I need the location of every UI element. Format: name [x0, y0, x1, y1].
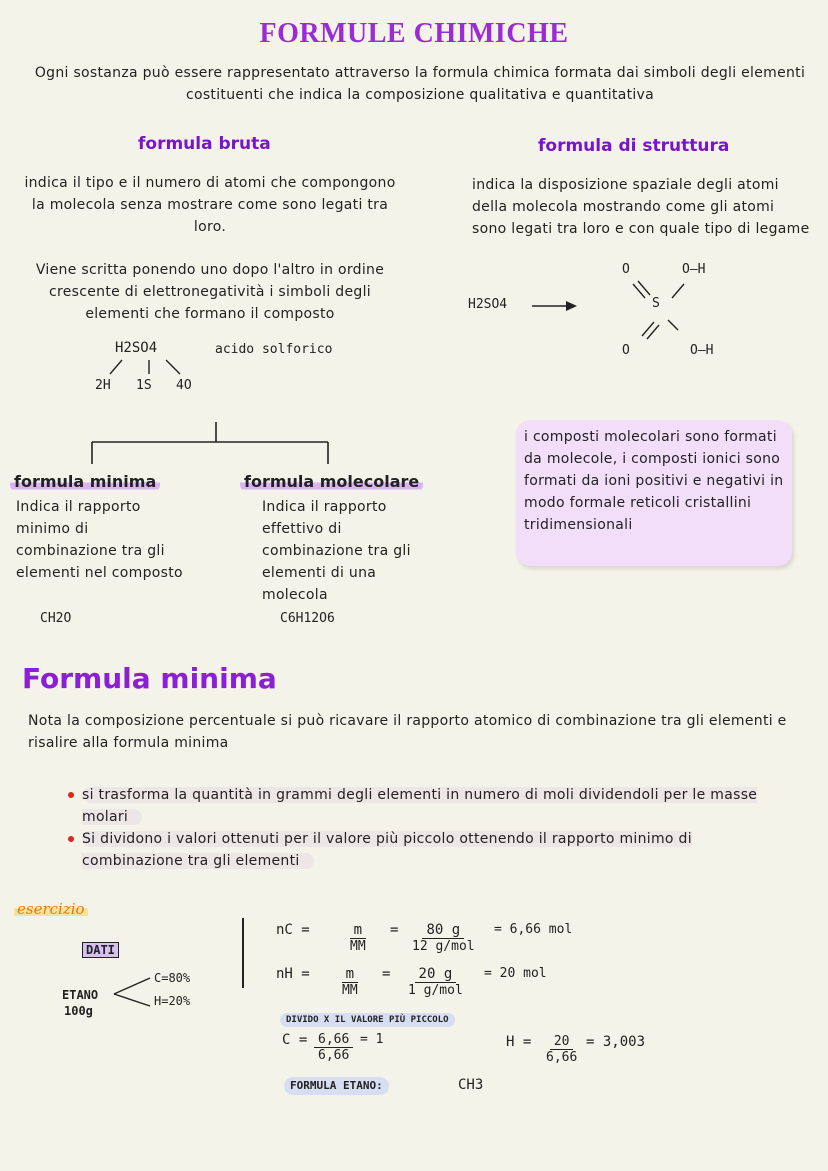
nc-label: nC = — [276, 922, 310, 938]
bruta-heading: formula bruta — [138, 134, 271, 154]
note-text: i composti molecolari sono formati da molecole, i composti ionici sono formati da ioni positivi e negativi in modo formale reticoli cristallini tridimensionali — [524, 429, 784, 533]
h-ratio-num: 20 — [550, 1034, 574, 1050]
struct-atom-o-bottom: O — [622, 343, 630, 358]
bruta-rule: Viene scritta ponendo uno dopo l'altro in ordine crescente di elettronegatività i simboli degli elementi che formano il composto — [35, 262, 385, 322]
minima-description: Indica il rapporto minimo di combinazione tra gli elementi nel composto — [16, 499, 183, 581]
hydrogen-percent: H=20% — [154, 994, 191, 1008]
branch-lines — [110, 972, 154, 1012]
c-ratio-label: C = — [282, 1032, 308, 1048]
nh-fraction-m — [338, 966, 362, 998]
h-ratio-fraction — [542, 1034, 581, 1065]
list-item — [68, 828, 768, 872]
tree-connector — [80, 418, 340, 470]
nh-num: 20 g — [415, 966, 457, 983]
list-item — [68, 784, 768, 828]
molecolare-description: Indica il rapporto effettivo di combinazione tra gli elementi di una molecola — [262, 499, 411, 603]
nc-m: m — [350, 922, 366, 939]
divider — [242, 918, 244, 988]
bruta-part-h: 2H — [95, 378, 111, 393]
formula-etano-result: CH3 — [458, 1077, 484, 1093]
nc-fraction-m — [346, 922, 370, 954]
nc-num: 80 g — [422, 922, 464, 939]
struttura-description: indica la disposizione spaziale degli atomi della molecola mostrando come gli atomi sono legati tra loro e con quale tipo di legame — [472, 177, 810, 237]
nh-fraction-values — [404, 966, 467, 998]
nh-eq: = — [382, 966, 391, 982]
nh-den: 1 g/mol — [408, 983, 463, 998]
bruta-formula: H2SO4 — [115, 340, 158, 356]
molecolare-formula: C6H12O6 — [280, 611, 335, 626]
nh-mm: MM — [342, 983, 358, 998]
struttura-heading: formula di struttura — [538, 136, 730, 156]
struct-atom-s: S — [652, 296, 660, 311]
esercizio-label: esercizio — [14, 900, 88, 918]
bruta-part-o: 4O — [176, 378, 192, 393]
intro-text: Ogni sostanza può essere rappresentato attraverso la formula chimica formata dai simboli degli elementi costituenti che indica la composizione qualitativa e quantitativa — [34, 65, 806, 103]
bruta-breakdown-lines — [100, 356, 200, 380]
section-intro: Nota la composizione percentuale si può ricavare il rapporto atomico di combinazione tra gli elementi e risalire alla formula minima — [28, 713, 787, 751]
bruta-part-s: 1S — [136, 378, 152, 393]
page-title: FORMULE CHIMICHE — [259, 18, 569, 49]
section-heading-formula-minima: Formula minima — [22, 662, 277, 695]
c-ratio-result: = 1 — [360, 1032, 384, 1047]
dati-label: DATI — [82, 942, 119, 958]
etano-mass: 100g — [64, 1004, 93, 1018]
h-ratio-label: H = — [506, 1034, 532, 1050]
arrow-icon — [530, 296, 580, 316]
struct-atom-oh-bottom: O—H — [690, 343, 714, 358]
nc-den: 12 g/mol — [412, 939, 475, 954]
etano-label: ETANO — [62, 988, 99, 1002]
struct-atom-oh-top: O—H — [682, 262, 706, 277]
nh-m: m — [342, 966, 358, 983]
molecolare-heading: formula molecolare — [240, 472, 423, 491]
nc-eq: = — [390, 922, 399, 938]
step-text-1: si trasforma la quantità in grammi degli elementi in numero di moli dividendoli per le masse molari — [82, 787, 758, 825]
nc-fraction-values — [408, 922, 479, 954]
h-ratio-den: 6,66 — [546, 1050, 578, 1065]
minima-formula: CH2O — [40, 611, 72, 626]
h-ratio-result: = 3,003 — [586, 1034, 646, 1050]
formula-etano-label: FORMULA ETANO: — [284, 1077, 389, 1095]
bruta-compound-name: acido solforico — [215, 342, 333, 357]
minima-heading: formula minima — [10, 472, 160, 491]
struct-bonds — [620, 272, 700, 352]
steps-list — [68, 784, 768, 872]
nc-result: = 6,66 mol — [494, 922, 573, 937]
struttura-formula: H2SO4 — [468, 297, 508, 312]
nh-result: = 20 mol — [484, 966, 547, 981]
c-ratio-fraction — [314, 1032, 353, 1063]
struct-atom-o-top: O — [622, 262, 630, 277]
c-ratio-den: 6,66 — [318, 1048, 350, 1063]
step-text-2: Si dividono i valori ottenuti per il valore più piccolo ottenendo il rapporto minimo di combinazione tra gli elementi — [82, 831, 692, 869]
nh-label: nH = — [276, 966, 310, 982]
bruta-description: indica il tipo e il numero di atomi che compongono la molecola senza mostrare come sono legati tra loro. — [24, 175, 396, 235]
c-ratio-num: 6,66 — [314, 1032, 353, 1048]
divido-note: DIVIDO X IL VALORE PIÙ PICCOLO — [280, 1013, 455, 1027]
carbon-percent: C=80% — [154, 971, 191, 985]
nc-mm: MM — [350, 939, 366, 954]
